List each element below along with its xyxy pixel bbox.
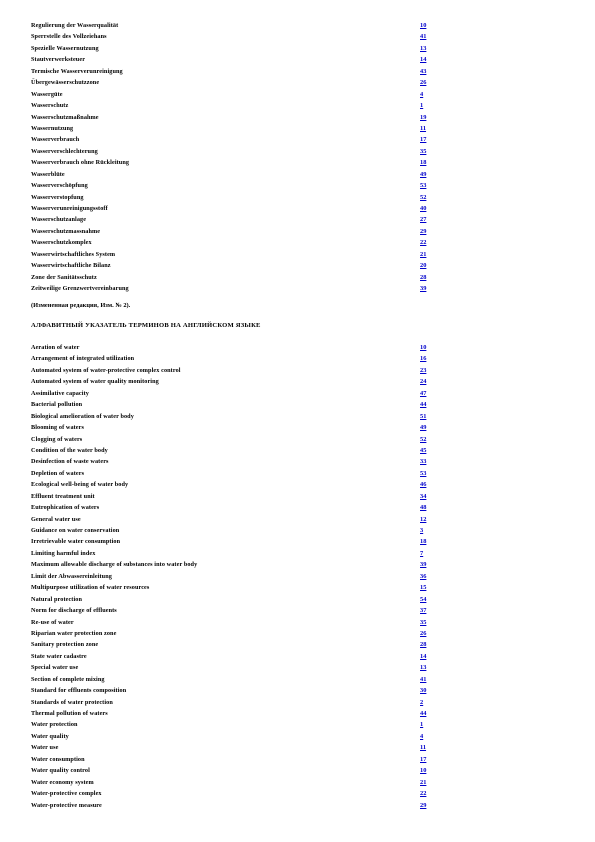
index-row <box>0 639 595 650</box>
index-term: Depletion of waters <box>31 469 85 477</box>
index-row <box>0 605 595 616</box>
page-number-link[interactable]: 19 <box>420 113 427 121</box>
index-term: Water protection <box>31 721 78 729</box>
page-number-link[interactable]: 11 <box>420 744 427 752</box>
index-row <box>0 571 595 582</box>
index-row <box>0 180 595 191</box>
page-number-link[interactable]: 1 <box>420 102 424 110</box>
index-row <box>0 445 595 456</box>
index-row <box>0 169 595 180</box>
index-term: Water-protective measure <box>31 801 102 809</box>
index-term: Condition of the water body <box>31 446 108 454</box>
page-number-link[interactable]: 21 <box>420 250 427 258</box>
index-row <box>0 662 595 673</box>
index-term: Wasserverstopfung <box>31 193 84 201</box>
index-term: Übergewässerschutzzone <box>31 79 100 87</box>
index-row <box>0 582 595 593</box>
page-number-link[interactable]: 24 <box>420 378 427 386</box>
index-row <box>0 376 595 387</box>
index-term: Desinfection of waste waters <box>31 458 109 466</box>
index-term: Wasserwirtschaftliche Bilanz <box>31 262 111 270</box>
page-number-link[interactable]: 2 <box>420 698 424 706</box>
page-number-link[interactable]: 14 <box>420 652 427 660</box>
index-row <box>0 123 595 134</box>
index-row <box>0 456 595 467</box>
index-row <box>0 365 595 376</box>
page-number-link[interactable]: 40 <box>420 205 427 212</box>
index-row <box>0 651 595 662</box>
index-row <box>0 594 595 605</box>
page-number-link[interactable]: 30 <box>420 687 427 695</box>
german-term-index <box>0 20 595 295</box>
index-row <box>0 192 595 203</box>
page-number-link[interactable]: 1 <box>420 721 424 729</box>
page-number-link[interactable]: 23 <box>420 366 427 374</box>
index-term: Wasserverbrauch ohne Rückleitung <box>31 159 130 167</box>
page-number-link[interactable]: 47 <box>420 389 427 397</box>
index-row <box>0 777 595 788</box>
page-number-link[interactable]: 51 <box>420 412 427 420</box>
page-number-link[interactable]: 18 <box>420 538 427 546</box>
index-term: Stautverwerksteuer <box>31 56 86 64</box>
page-number-link[interactable]: 11 <box>420 124 427 132</box>
index-term: Clogging of waters <box>31 435 83 443</box>
index-row <box>0 249 595 260</box>
page-number-link[interactable]: 17 <box>420 136 427 144</box>
index-term: Guidance on water conservation <box>31 527 120 534</box>
index-row <box>0 754 595 765</box>
index-term: Bacterial pollution <box>31 401 83 409</box>
index-row <box>0 388 595 399</box>
index-row <box>0 134 595 145</box>
index-row <box>0 31 595 42</box>
page-number-link[interactable]: 7 <box>420 549 424 557</box>
index-term: Multipurpose utilization of water resources <box>31 584 150 592</box>
page-number-link[interactable]: 10 <box>420 22 427 29</box>
page-number-link[interactable]: 29 <box>420 227 427 235</box>
index-row <box>0 422 595 433</box>
index-row <box>0 685 595 696</box>
index-term: Water quality control <box>31 767 90 775</box>
index-row <box>0 411 595 422</box>
english-term-index <box>0 342 595 811</box>
page-number-link[interactable]: 48 <box>420 504 427 512</box>
index-term: General water use <box>31 515 81 523</box>
page-number-link[interactable]: 13 <box>420 664 427 672</box>
index-term: Section of complete mixing <box>31 675 105 683</box>
index-row <box>0 66 595 77</box>
index-row <box>0 342 595 353</box>
page-number-link[interactable]: 45 <box>420 446 427 454</box>
index-term: Water use <box>31 744 59 752</box>
page-number-link[interactable]: 53 <box>420 469 427 477</box>
index-term: Wasserschutzanlage <box>31 216 87 224</box>
page-number-link[interactable]: 27 <box>420 216 427 224</box>
page-number-link[interactable]: 49 <box>420 424 427 432</box>
amendment-note: (Измененная редакция, Изм. № 2). <box>31 302 131 309</box>
page-number-link[interactable]: 44 <box>420 710 427 717</box>
page-number-link[interactable]: 35 <box>420 618 427 626</box>
index-term: Wasserverunreinigungsstoff <box>31 205 108 212</box>
page-number-link[interactable]: 46 <box>420 481 427 489</box>
page-number-link[interactable]: 49 <box>420 170 427 178</box>
index-row <box>0 742 595 753</box>
index-row <box>0 89 595 100</box>
index-term: Riparian water protection zone <box>31 629 117 637</box>
index-term: Sanitary protection zone <box>31 641 99 649</box>
index-row <box>0 479 595 490</box>
index-row <box>0 697 595 708</box>
page-number-link[interactable]: 41 <box>420 33 427 41</box>
index-row <box>0 260 595 271</box>
index-row <box>0 43 595 54</box>
index-term: Wasserschutz <box>31 102 69 110</box>
index-row <box>0 112 595 123</box>
index-term: Standard for effluents composition <box>31 687 127 695</box>
page-number-link[interactable]: 41 <box>420 675 427 683</box>
index-row <box>0 54 595 65</box>
page-number-link[interactable]: 22 <box>420 790 427 798</box>
index-row <box>0 203 595 214</box>
index-term: Automated system of water-protective complex control <box>31 366 181 374</box>
page-number-link[interactable]: 14 <box>420 56 427 64</box>
index-term: Water consumption <box>31 755 85 763</box>
index-term: Standards of water protection <box>31 698 113 706</box>
index-row <box>0 800 595 811</box>
index-row <box>0 100 595 111</box>
index-row <box>0 283 595 294</box>
index-term: Regulierung der Wasserqualität <box>31 22 119 29</box>
index-term: Wasserverschlechterung <box>31 147 98 155</box>
index-term: Irretrievable water consumption <box>31 538 121 546</box>
page-number-link[interactable]: 10 <box>420 767 427 775</box>
index-row <box>0 708 595 719</box>
index-row <box>0 674 595 685</box>
index-row <box>0 20 595 31</box>
page-number-link[interactable]: 39 <box>420 561 427 569</box>
index-row <box>0 272 595 283</box>
index-term: Thermal pollution of waters <box>31 710 108 717</box>
page-number-link[interactable]: 26 <box>420 79 427 87</box>
index-term: Wasserverbrauch <box>31 136 80 144</box>
index-term: Spezielle Wassernutzung <box>31 44 99 52</box>
page-number-link[interactable]: 35 <box>420 147 427 155</box>
page-number-link[interactable]: 54 <box>420 595 427 603</box>
page-number-link[interactable]: 52 <box>420 193 427 201</box>
page-number-link[interactable]: 12 <box>420 515 427 523</box>
index-row <box>0 559 595 570</box>
page-number-link[interactable]: 10 <box>420 344 427 351</box>
index-term: Biological amelioration of water body <box>31 412 134 420</box>
index-term: Ecological well-being of water body <box>31 481 129 489</box>
index-row <box>0 434 595 445</box>
page-number-link[interactable]: 15 <box>420 584 427 592</box>
index-row <box>0 536 595 547</box>
page-number-link[interactable]: 28 <box>420 641 427 649</box>
index-term: Limit der Abwassereinleitung <box>31 572 112 580</box>
page-number-link[interactable]: 13 <box>420 44 427 52</box>
index-term: Effluent treatment unit <box>31 492 95 500</box>
page-number-link[interactable]: 52 <box>420 435 427 443</box>
index-term: Sperrstelle des Vollzeiehans <box>31 33 107 41</box>
index-term: Wasserschutzkomplex <box>31 239 92 247</box>
index-term: Wassernutzung <box>31 124 74 132</box>
index-term: Re-use of water <box>31 618 74 626</box>
page-number-link[interactable]: 17 <box>420 755 427 763</box>
page-number-link[interactable]: 4 <box>420 90 424 98</box>
index-term: Wasserwirtschaftliches System <box>31 250 116 258</box>
index-row <box>0 399 595 410</box>
index-row <box>0 514 595 525</box>
index-row <box>0 491 595 502</box>
page-number-link[interactable]: 29 <box>420 801 427 809</box>
index-row <box>0 157 595 168</box>
index-term: Wassergüte <box>31 90 63 98</box>
index-term: Natural protection <box>31 595 83 603</box>
index-term: Water quality <box>31 732 69 740</box>
page-number-link[interactable]: 37 <box>420 607 427 615</box>
index-row <box>0 731 595 742</box>
index-row <box>0 77 595 88</box>
index-row <box>0 226 595 237</box>
index-row <box>0 237 595 248</box>
page-number-link[interactable]: 20 <box>420 262 427 270</box>
page-number-link[interactable]: 36 <box>420 572 427 580</box>
index-term: Special water use <box>31 664 79 672</box>
index-term: State water cadastre <box>31 652 87 660</box>
index-term: Arrangement of integrated utilization <box>31 355 135 363</box>
page-number-link[interactable]: 39 <box>420 285 427 293</box>
index-row <box>0 146 595 157</box>
index-term: Water-protective complex <box>31 790 102 798</box>
index-term: Water economy system <box>31 778 94 786</box>
page-number-link[interactable]: 4 <box>420 732 424 740</box>
index-term: Automated system of water quality monitoring <box>31 378 159 386</box>
page-number-link[interactable]: 3 <box>420 527 424 534</box>
index-term: Norm for discharge of effluents <box>31 607 117 615</box>
index-term: Termische Wasserverunreinigung <box>31 67 123 75</box>
index-row <box>0 765 595 776</box>
index-term: Wasserschutzmassnahme <box>31 227 101 235</box>
index-term: Assimilative capacity <box>31 389 89 397</box>
index-row <box>0 719 595 730</box>
index-row <box>0 628 595 639</box>
index-row <box>0 353 595 364</box>
index-term: Wasserschutzmaßnahme <box>31 113 99 121</box>
index-row <box>0 617 595 628</box>
english-index-heading: АЛФАВИТНЫЙ УКАЗАТЕЛЬ ТЕРМИНОВ НА АНГЛИЙСКОМ ЯЗЫКЕ <box>31 322 261 329</box>
index-row <box>0 548 595 559</box>
page-number-link[interactable]: 53 <box>420 182 427 190</box>
index-term: Blooming of waters <box>31 424 85 432</box>
page-number-link[interactable]: 22 <box>420 239 427 247</box>
page-number-link[interactable]: 28 <box>420 273 427 281</box>
index-row <box>0 788 595 799</box>
index-term: Limiting harmful index <box>31 549 96 557</box>
page-number-link[interactable]: 18 <box>420 159 427 167</box>
page-number-link[interactable]: 34 <box>420 492 427 500</box>
page-number-link[interactable]: 43 <box>420 67 427 75</box>
index-row <box>0 502 595 513</box>
page-number-link[interactable]: 16 <box>420 355 427 363</box>
index-term: Wasserblüte <box>31 170 65 178</box>
page-number-link[interactable]: 33 <box>420 458 427 466</box>
index-row <box>0 468 595 479</box>
page-number-link[interactable]: 21 <box>420 778 427 786</box>
index-term: Maximum allowable discharge of substances into water body <box>31 561 198 569</box>
index-term: Zeitweilige Grenzwertvereinbarung <box>31 285 129 293</box>
index-term: Aeration of water <box>31 344 80 351</box>
index-term: Zone der Sanitätsschutz <box>31 273 97 281</box>
page-number-link[interactable]: 26 <box>420 629 427 637</box>
index-term: Wasserverschöpfung <box>31 182 88 190</box>
index-term: Eutrophication of waters <box>31 504 100 512</box>
index-row <box>0 525 595 536</box>
page-number-link[interactable]: 44 <box>420 401 427 409</box>
index-row <box>0 214 595 225</box>
